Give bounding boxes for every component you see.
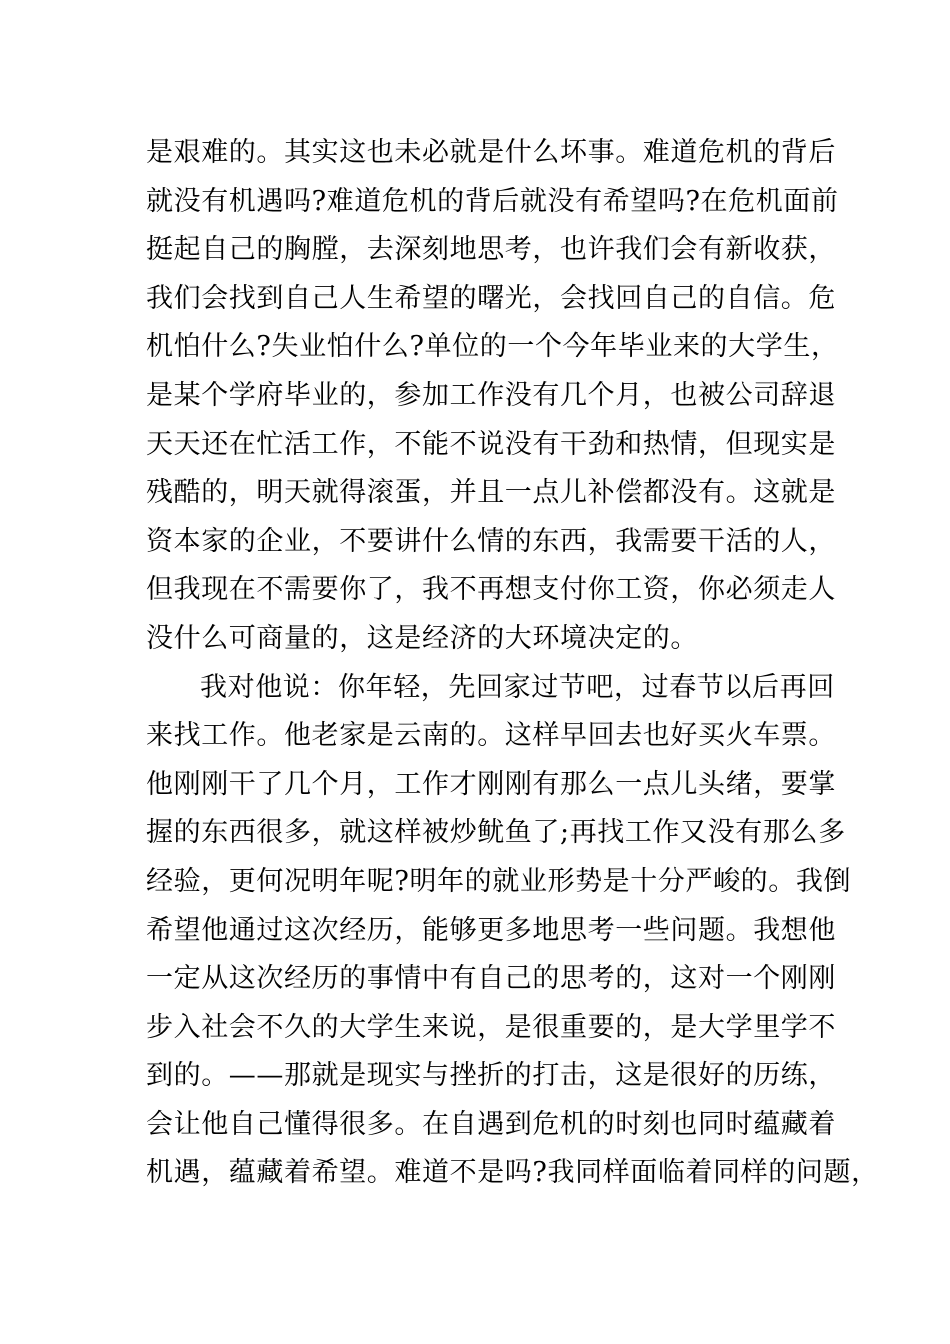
text-line: 我们会找到自己人生希望的曙光，会找回自己的自信。危	[146, 282, 836, 314]
text-line: 希望他通过这次经历，能够更多地思考一些问题。我想他	[146, 914, 836, 946]
text-line: 资本家的企业，不要讲什么情的东西，我需要干活的人，	[146, 525, 836, 557]
text-line: 是艰难的。其实这也未必就是什么坏事。难道危机的背后	[146, 137, 836, 168]
text-line: 是某个学府毕业的，参加工作没有几个月，也被公司辞退	[146, 379, 836, 411]
text-line: 但我现在不需要你了，我不再想支付你工资，你必须走人	[146, 574, 836, 606]
text-line: 步入社会不久的大学生来说，是很重要的，是大学里学不	[146, 1011, 836, 1043]
text-line: 来找工作。他老家是云南的。这样早回去也好买火车票。	[146, 720, 836, 752]
paragraph-start-line: 我对他说：你年轻，先回家过节吧，过春节以后再回	[200, 671, 835, 703]
text-line: 经验，更何况明年呢?明年的就业形势是十分严峻的。我倒	[146, 865, 852, 897]
text-line: 到的。——那就是现实与挫折的打击，这是很好的历练，	[146, 1060, 836, 1092]
text-line: 握的东西很多，就这样被炒鱿鱼了;再找工作又没有那么多	[146, 817, 846, 849]
text-line: 机遇，蕴藏着希望。难道不是吗?我同样面临着同样的问题，	[146, 1157, 879, 1189]
text-line: 会让他自己懂得很多。在自遇到危机的时刻也同时蕴藏着	[146, 1108, 836, 1140]
text-line: 一定从这次经历的事情中有自己的思考的，这对一个刚刚	[146, 963, 836, 995]
text-line: 天天还在忙活工作，不能不说没有干劲和热情，但现实是	[146, 428, 836, 460]
text-line: 没什么可商量的，这是经济的大环境决定的。	[146, 622, 698, 654]
text-line: 残酷的，明天就得滚蛋，并且一点儿补偿都没有。这就是	[146, 477, 836, 509]
text-line: 机怕什么?失业怕什么?单位的一个今年毕业来的大学生，	[146, 331, 839, 363]
text-line: 挺起自己的胸膛，去深刻地思考，也许我们会有新收获，	[146, 234, 836, 266]
body-text	[146, 129, 879, 1198]
text-line: 他刚刚干了几个月，工作才刚刚有那么一点儿头绪，要掌	[146, 768, 836, 800]
text-line: 就没有机遇吗?难道危机的背后就没有希望吗?在危机面前	[146, 185, 839, 217]
